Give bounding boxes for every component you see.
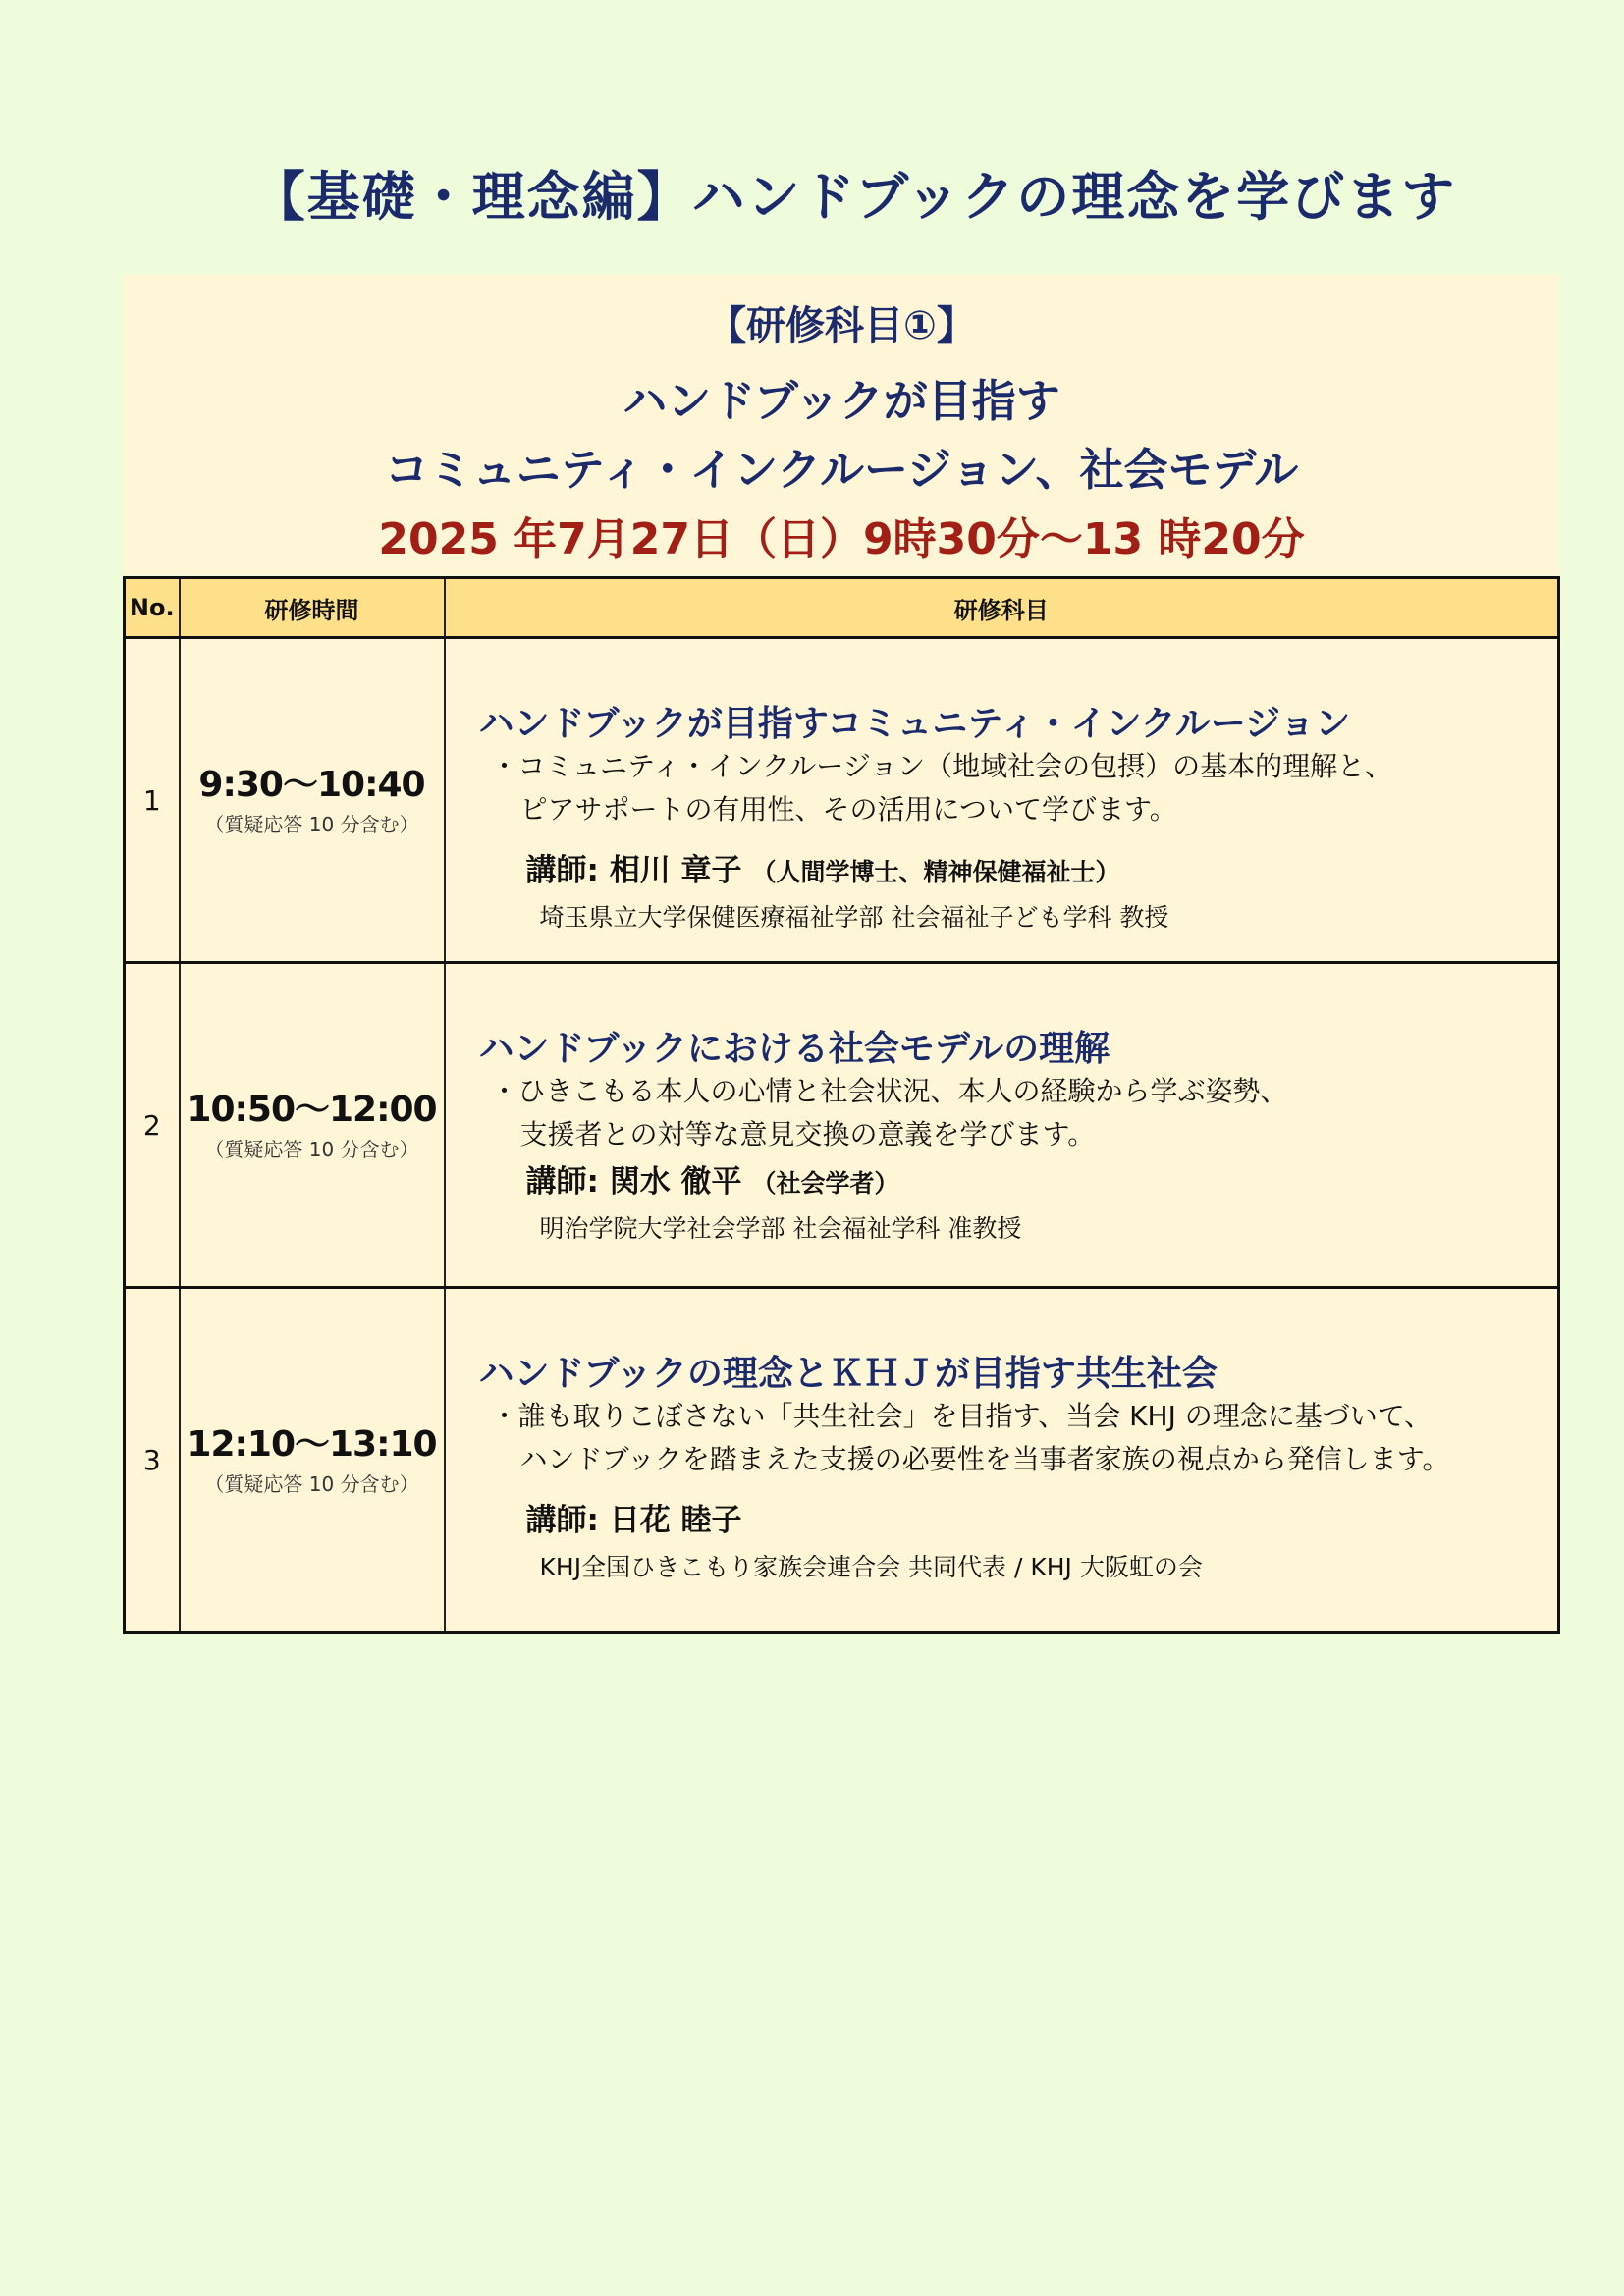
session-description bbox=[491, 745, 1393, 831]
row-number: 2 bbox=[125, 963, 180, 1288]
lecturer-affiliation: KHJ全国ひきこもり家族会連合会 共同代表 / KHJ 大阪虹の会 bbox=[539, 1553, 1203, 1581]
session-time: 10:50～12:00 bbox=[187, 1089, 437, 1130]
description-line: ・コミュニティ・インクルージョン（地域社会の包摂）の基本的理解と、 bbox=[490, 750, 1393, 782]
row-number: 3 bbox=[125, 1288, 180, 1633]
session-title: ハンドブックにおける社会モデルの理解 bbox=[478, 1029, 1110, 1069]
schedule-table bbox=[123, 576, 1560, 1634]
time-cell bbox=[180, 963, 445, 1288]
subject-title-line1: ハンドブックが目指す bbox=[623, 375, 1060, 427]
header-no: No. bbox=[125, 578, 180, 638]
lecturer-affiliation: 明治学院大学社会学部 社会福祉学科 准教授 bbox=[539, 1214, 1022, 1243]
session-title: ハンドブックが目指すコミュニティ・インクルージョン bbox=[478, 704, 1351, 744]
table-header-row bbox=[125, 578, 1559, 638]
table-row bbox=[125, 963, 1559, 1288]
table-row bbox=[125, 1288, 1559, 1633]
lecturer-name: 講師: 関水 徹平 bbox=[525, 1164, 742, 1200]
time-cell bbox=[180, 1288, 445, 1633]
session-time: 12:10～13:10 bbox=[187, 1424, 437, 1465]
subject-date: 2025 年7月27日（日）9時30分～13 時20分 bbox=[378, 514, 1305, 564]
lecturer-name: 講師: 日花 睦子 bbox=[525, 1503, 742, 1538]
subject-title-line2: コミュニティ・インクルージョン、社会モデル bbox=[384, 444, 1299, 496]
page-title: 【基礎・理念編】ハンドブックの理念を学びます bbox=[251, 166, 1457, 228]
description-line: ハンドブックを踏まえた支援の必要性を当事者家族の視点から発信します。 bbox=[519, 1443, 1450, 1475]
subject-cell bbox=[445, 638, 1559, 963]
session-description bbox=[491, 1395, 1450, 1481]
header-subject: 研修科目 bbox=[445, 578, 1559, 638]
lecturer bbox=[526, 845, 1120, 889]
lecturer bbox=[526, 1495, 752, 1539]
lecturer-credential: （人間学博士、精神保健福祉士） bbox=[751, 858, 1120, 886]
subject-cell bbox=[445, 1288, 1559, 1633]
session-description bbox=[491, 1070, 1288, 1156]
session-title: ハンドブックの理念とＫＨＪが目指す共生社会 bbox=[478, 1354, 1218, 1394]
description-line: ・誰も取りこぼさない「共生社会」を目指す、当会 KHJ の理念に基づいて、 bbox=[490, 1400, 1433, 1432]
description-line: ピアサポートの有用性、その活用について学びます。 bbox=[519, 793, 1177, 826]
session-time: 9:30～10:40 bbox=[198, 764, 425, 805]
description-line: 支援者との対等な意見交換の意義を学びます。 bbox=[519, 1118, 1096, 1150]
table-row bbox=[125, 638, 1559, 963]
session-time-note: （質疑応答 10 分含む） bbox=[204, 1137, 419, 1161]
session-time-note: （質疑応答 10 分含む） bbox=[204, 1472, 419, 1496]
row-number: 1 bbox=[125, 638, 180, 963]
subject-cell bbox=[445, 963, 1559, 1288]
session-time-note: （質疑応答 10 分含む） bbox=[204, 812, 419, 836]
lecturer bbox=[526, 1156, 899, 1201]
subject-header bbox=[124, 275, 1559, 575]
lecturer-credential: （社会学者） bbox=[751, 1169, 899, 1198]
subject-code: 【研修科目①】 bbox=[707, 303, 976, 348]
lecturer-affiliation: 埼玉県立大学保健医療福祉学部 社会福祉子ども学科 教授 bbox=[539, 903, 1169, 932]
lecturer-name: 講師: 相川 章子 bbox=[525, 853, 742, 888]
description-line: ・ひきこもる本人の心情と社会状況、本人の経験から学ぶ姿勢、 bbox=[490, 1075, 1288, 1107]
time-cell bbox=[180, 638, 445, 963]
header-time: 研修時間 bbox=[180, 578, 445, 638]
